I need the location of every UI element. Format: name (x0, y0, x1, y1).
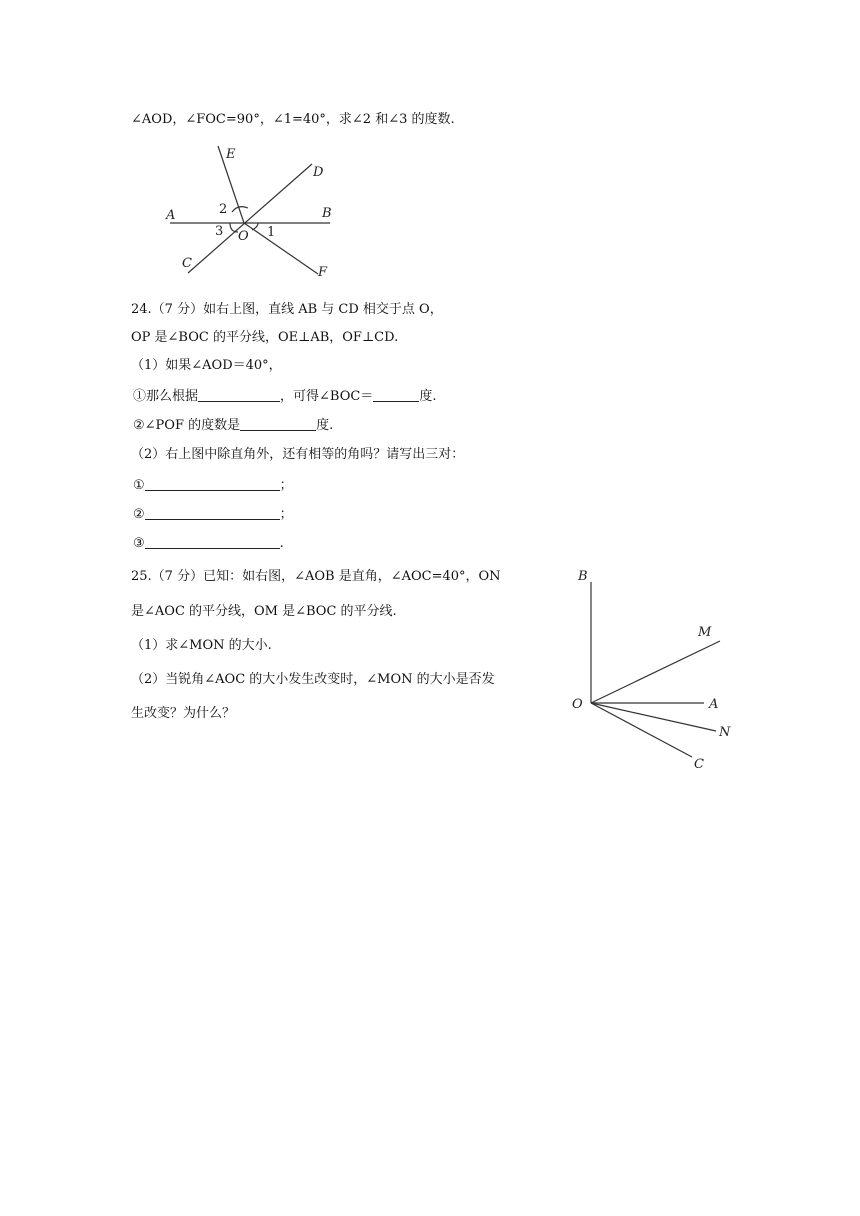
label-a: A (166, 208, 176, 223)
answer-blank-boc[interactable] (373, 387, 419, 402)
label-2: 2 (219, 202, 228, 217)
q24-pair2-num: ② (133, 507, 145, 522)
answer-blank-pair2[interactable] (145, 505, 280, 520)
q24-item1a-pre: ①那么根据 (133, 389, 199, 404)
q24-pair2 (133, 505, 293, 524)
q24-part2: （2）右上图中除直角外，还有相等的角吗？请写出三对： (131, 447, 465, 462)
label-3: 3 (215, 224, 224, 239)
angle-arc-1 (252, 223, 258, 230)
q25-part2-line2: 生改变？为什么？ (131, 706, 236, 721)
q24-line1: 24.（7 分）如右上图，直线 AB 与 CD 相交于点 O， (131, 302, 443, 317)
q24-pair1-end: ； (279, 478, 293, 493)
q24-pair2-end: ； (279, 507, 293, 522)
q24-item1b (133, 416, 333, 435)
label-a: A (709, 697, 719, 712)
label-m: M (698, 625, 712, 640)
label-n: N (719, 725, 731, 740)
line-of (244, 223, 318, 274)
q24-line2: OP 是∠BOC 的平分线，OE⊥AB，OF⊥CD. (131, 330, 399, 345)
q24-item1b-post: 度. (316, 418, 334, 433)
q25-part2-line1: （2）当锐角∠AOC 的大小发生改变时，∠MON 的大小是否发 (131, 672, 495, 687)
q24-part1: （1）如果∠AOD＝40°， (131, 358, 282, 373)
q24-item1b-pre: ②∠POF 的度数是 (133, 418, 241, 433)
q25-line1: 25.（7 分）已知：如右图，∠AOB 是直角，∠AOC=40°，ON (131, 569, 501, 584)
figure-intersecting-lines (160, 140, 360, 290)
q24-pair3-num: ③ (133, 536, 145, 551)
answer-blank-pair1[interactable] (145, 476, 280, 491)
label-c: C (182, 256, 192, 271)
label-f: F (318, 265, 328, 280)
label-1: 1 (267, 225, 276, 240)
label-b: B (322, 206, 332, 221)
label-o: O (238, 229, 249, 244)
q23-text: ∠AOD，∠FOC=90°，∠1=40°，求∠2 和∠3 的度数. (131, 112, 455, 127)
label-e: E (226, 147, 236, 162)
answer-blank-pair3[interactable] (145, 534, 280, 549)
q24-pair1 (133, 476, 293, 495)
q25-line2: 是∠AOC 的平分线，OM 是∠BOC 的平分线. (131, 604, 397, 619)
q24-pair1-num: ① (133, 478, 145, 493)
label-c: C (694, 757, 704, 772)
figure-angle-bisectors (570, 565, 750, 775)
ray-oc (591, 703, 692, 757)
answer-blank-pof[interactable] (240, 416, 316, 431)
label-o: O (572, 697, 583, 712)
ray-on (591, 703, 716, 731)
q24-item1a-post: 度. (419, 389, 437, 404)
q24-item1a-mid: ，可得∠BOC＝ (280, 389, 374, 404)
q24-pair3-end: . (279, 536, 284, 551)
answer-blank-reason[interactable] (198, 387, 280, 402)
q24-pair3 (133, 534, 284, 553)
q25-part1: （1）求∠MON 的大小. (131, 638, 272, 653)
label-d: D (313, 165, 324, 180)
ray-om (591, 641, 720, 703)
q24-item1a (133, 387, 436, 406)
label-b: B (578, 569, 588, 584)
